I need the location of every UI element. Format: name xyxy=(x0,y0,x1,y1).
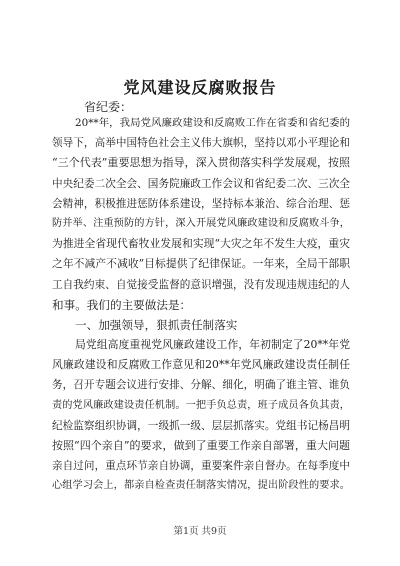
body-line: 会精神，积极推进惩防体系建设，坚持标本兼治、综合治理、惩 xyxy=(52,197,350,210)
body-line: 局党组高度重视党风廉政建设工作，年初制定了20**年党 xyxy=(75,338,350,352)
page-number-footer: 第1页 共9页 xyxy=(173,526,227,537)
body-line: 和事。我们的主要做法是： xyxy=(52,297,192,312)
body-line: 领导下，高举中国特色社会主义伟大旗帜，坚持以邓小平理论和 xyxy=(52,137,350,150)
body-line: 之年不减产不减收”目标提供了纪律保证。一年来，全局干部职 xyxy=(52,257,350,271)
section-heading: 一、加强领导，狠抓责任制落实 xyxy=(75,317,238,332)
body-line: 中央纪委二次全会、国务院廉政工作会议和省纪委二次、三次全 xyxy=(52,177,350,190)
body-line: 风廉政建设和反腐败工作意见和20**年党风廉政建设责任制任 xyxy=(52,358,350,372)
body-line: 按照“四个亲自”的要求，做到了重要工作亲自部署，重大问题 xyxy=(52,439,350,452)
body-line: 亲自过问，重点环节亲自协调，重要案件亲自督办。在每季度中 xyxy=(52,460,350,473)
body-line: 责的党风廉政建设责任机制。一把手负总责，班子成员各负其责， xyxy=(52,399,350,411)
body-line: 为推进全省现代畜牧业发展和实现“大灾之年不发生大疫，重灾 xyxy=(52,237,350,251)
body-line: 心组学习会上，都亲自检查责任制落实情况，提出阶段性的要求。 xyxy=(52,480,350,492)
body-line: “三个代表”重要思想为指导，深入贯彻落实科学发展观，按照 xyxy=(52,156,350,170)
document-body xyxy=(52,113,350,497)
body-line: 工自我约束、自觉接受监督的意识增强，没有发现违规违纪的人 xyxy=(52,278,350,291)
body-line: 纪检监察组织协调，一级抓一级、层层抓落实。党组书记杨昌明 xyxy=(52,419,350,432)
body-line: 20**年，我局党风廉政建设和反腐败工作在省委和省纪委的 xyxy=(75,117,350,129)
salutation: 省纪委： xyxy=(84,100,133,114)
body-line: 务，召开专题会议进行安排、分解、细化，明确了谁主管、谁负 xyxy=(52,379,350,392)
document-title: 党风建设反腐败报告 xyxy=(123,78,277,97)
body-line: 防并举、注重预防的方针，深入开展党风廉政建设和反腐败斗争， xyxy=(52,217,350,229)
